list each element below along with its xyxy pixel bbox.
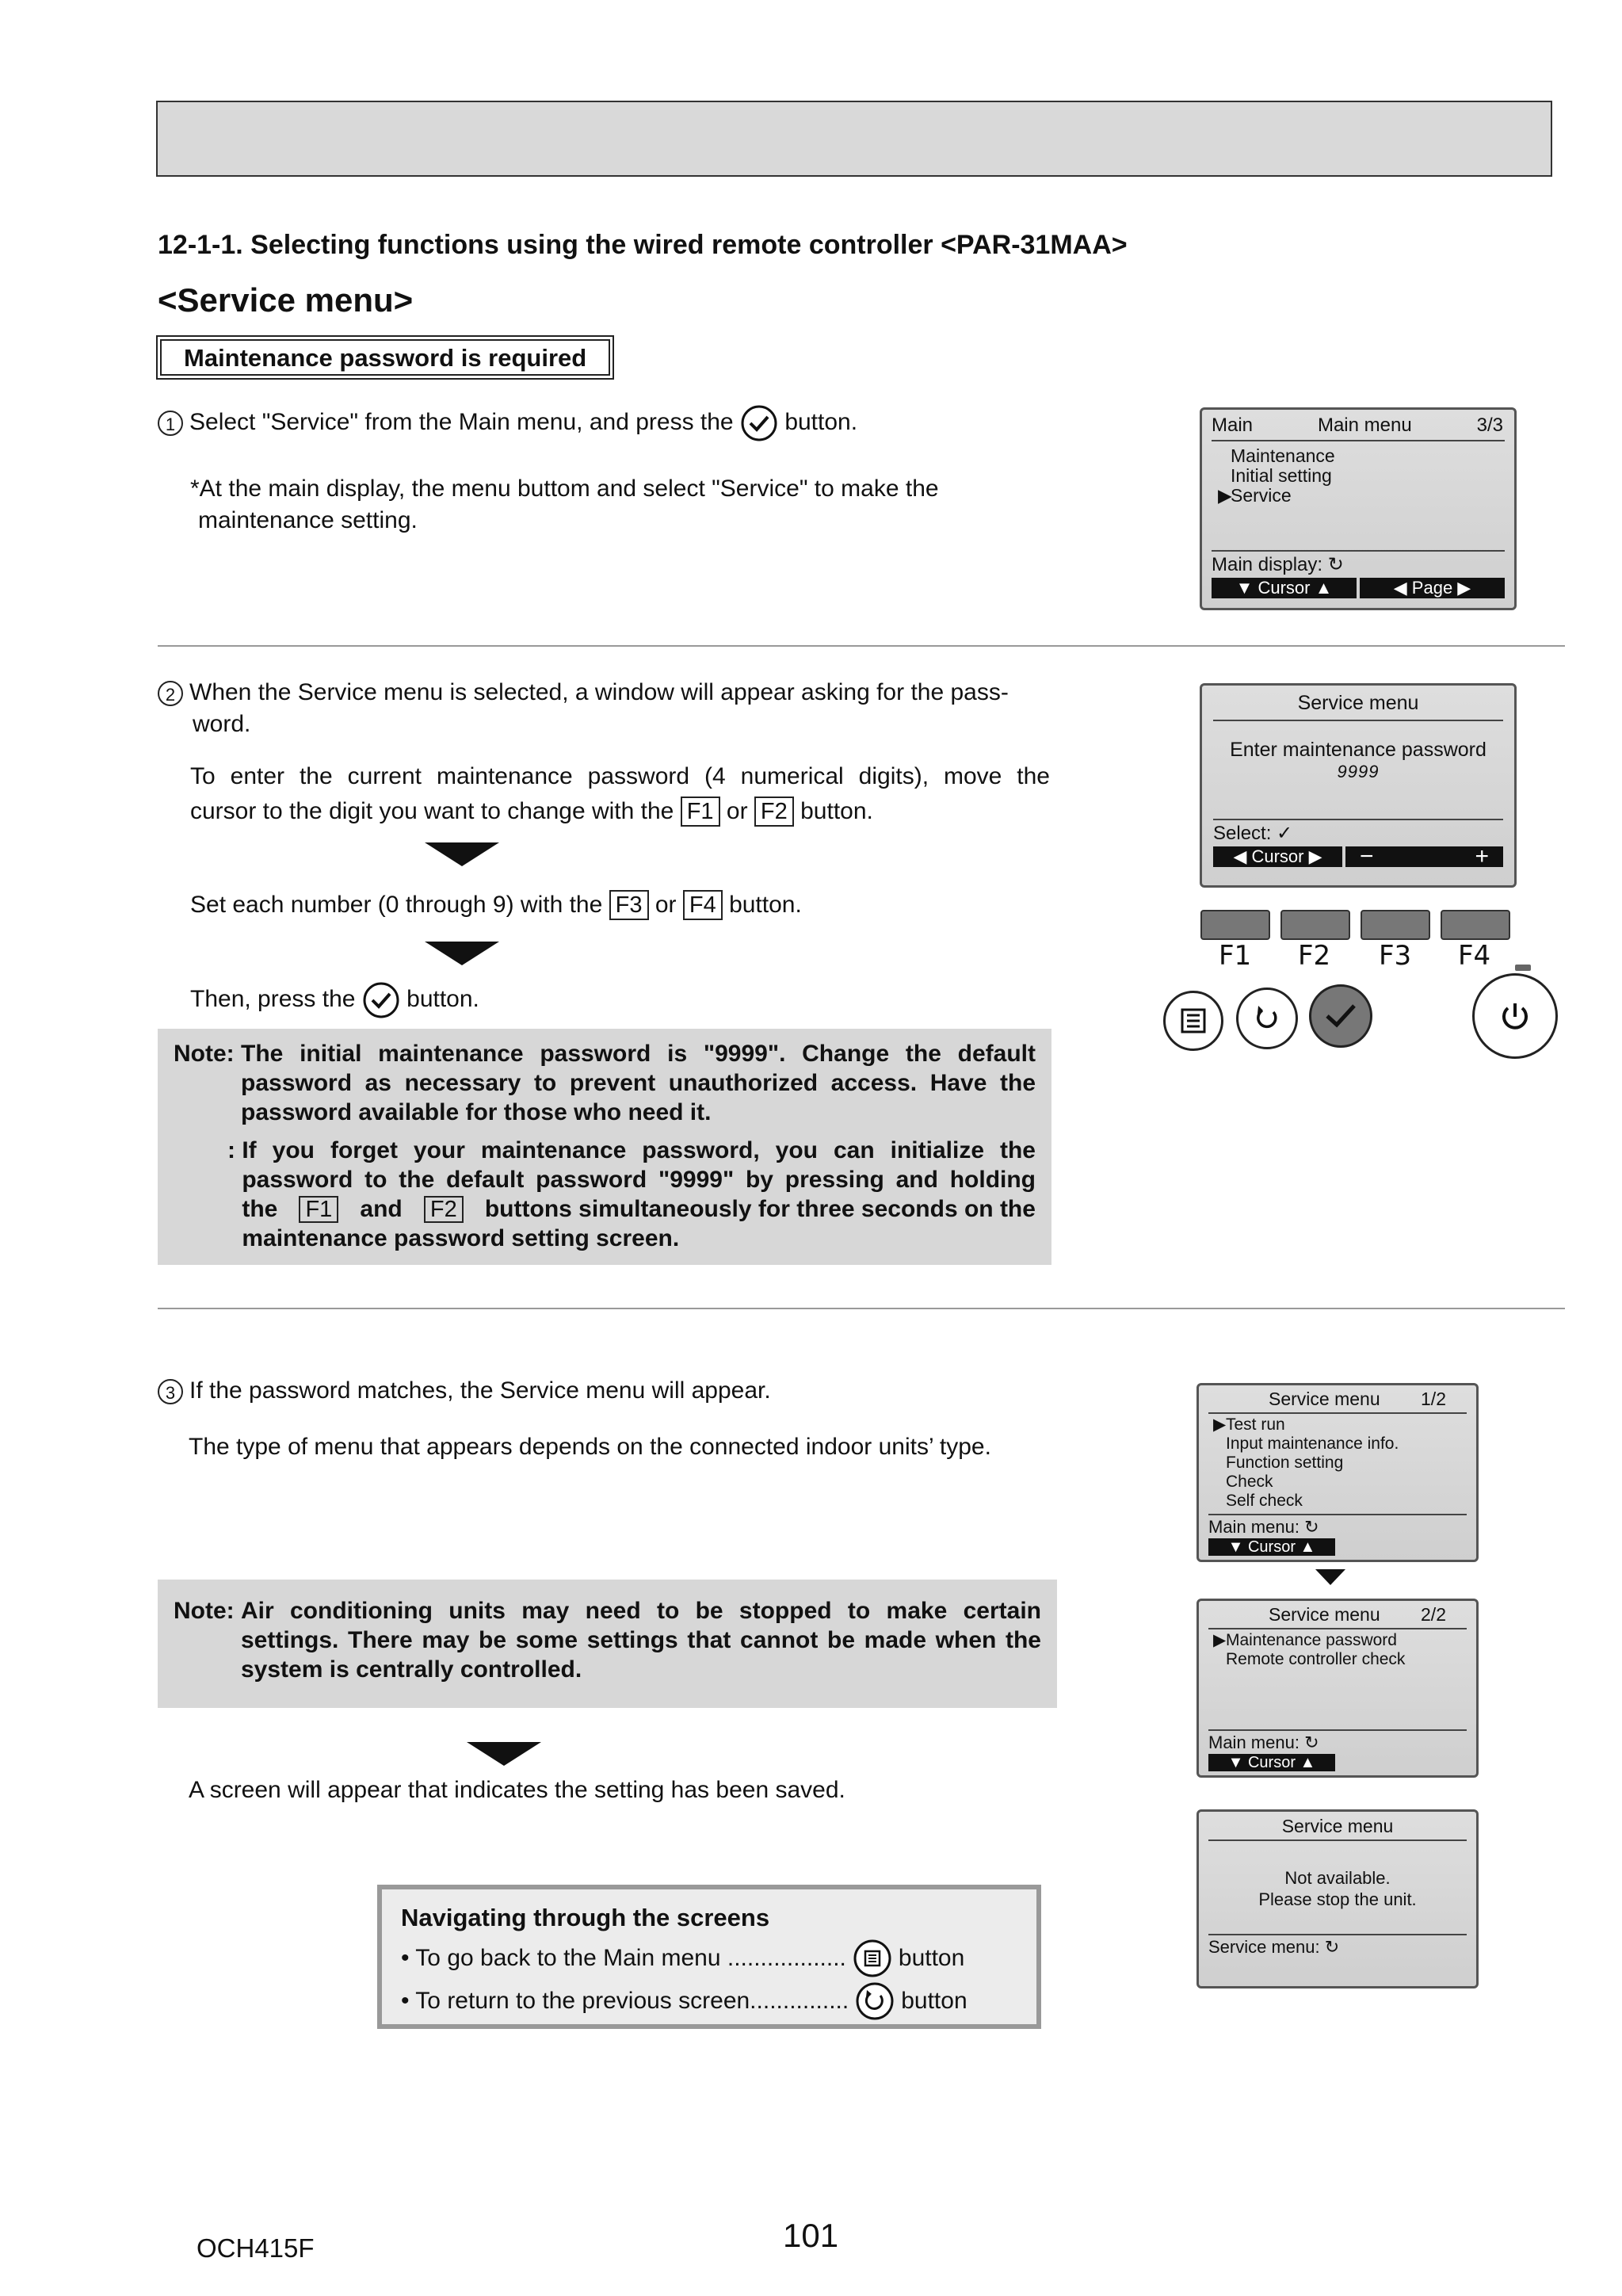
list-item: Input maintenance info. [1226,1435,1399,1453]
f1-label: F1 [1219,940,1252,972]
f3-label: F3 [1379,940,1412,972]
menu-list [1199,1415,1476,1511]
note-centrally-controlled: Note: Air conditioning units may need to be stopped to make certain settings. There may be some settings that cannot be made when the system is centrally controlled. [158,1580,1057,1708]
not-available-screen: Service menu Not available. Please stop the unit. Service menu: ↻ [1196,1809,1479,1988]
f1-key-label: F1 [681,797,720,827]
power-button[interactable] [1472,973,1558,1059]
return-icon [855,1981,895,2021]
flow-arrow-icon [467,1742,541,1766]
confirm-button[interactable] [1309,984,1372,1048]
selection-arrow-icon: ▶ [1218,485,1232,506]
return-icon: ↻ [1304,1517,1319,1537]
f3-button[interactable] [1361,910,1430,940]
selection-arrow-icon: ▶ [1213,1415,1227,1434]
password-screen: Service menu Enter maintenance password 9999 Select: ✓ ◀ Cursor ▶ − + [1200,683,1517,888]
list-item: Check [1226,1473,1273,1491]
step2-paragraph: To enter the current maintenance password (4 numerical digits), move the cursor to the digit you want to change with the F1 or F2 button. [190,761,1050,827]
return-icon: ↻ [1304,1733,1319,1752]
f4-label: F4 [1458,940,1491,972]
step2-instruction: 2 When the Service menu is selected, a window will appear asking for the pass- word. [158,677,1053,740]
power-icon [1496,997,1534,1035]
step3-description: The type of menu that appears depends on the connected indoor units’ type. [189,1434,991,1460]
menu-list [1202,446,1514,506]
f3-key-label: F3 [609,890,649,920]
page-title: <Service menu> [158,281,414,319]
list-item: ▶ Test run [1213,1415,1285,1434]
step1-note: *At the main display, the menu buttom and select "Service" to make the maintenance setting. [190,476,939,533]
step-number: 3 [158,1379,183,1404]
divider [158,1308,1565,1309]
f1-key-label: F1 [299,1196,338,1223]
list-item: Maintenance [1231,445,1335,466]
flow-arrow-icon [425,842,499,866]
main-menu-screen: Main Main menu 3/3 Maintenance Initial setting ▶ Service Main display: ↻ ▼ Cursor ▲ ◀ Page ▶ [1200,407,1517,610]
flow-arrow-icon [425,942,499,965]
menu-button[interactable] [1163,991,1223,1051]
return-icon [1251,1003,1283,1034]
list-item: Remote controller check [1226,1650,1406,1668]
list-item: ▶ Service [1218,485,1292,506]
return-icon: ↻ [1327,554,1344,575]
selection-arrow-icon: ▶ [1213,1631,1227,1649]
f4-button[interactable] [1441,910,1510,940]
step1-instruction: 1 Select "Service" from the Main menu, and press the button. [158,404,857,442]
check-icon: ✓ [1277,823,1293,844]
header-band [156,101,1552,177]
section-title: 12-1-1. Selecting functions using the wired remote controller <PAR-31MAA> [158,230,1128,260]
f2-key-label: F2 [754,797,794,827]
page-number: 101 [783,2217,839,2254]
menu-icon [1179,1007,1208,1035]
password-required-label: Maintenance password is required [156,335,614,380]
menu-icon [853,1939,892,1978]
list-item: Function setting [1226,1454,1344,1472]
service-menu-screen-1: Service menu 1/2 ▶ Test run Input maintenance info. Function setting Check Self check Main menu: ↻ ▼ Cursor ▲ [1196,1383,1479,1562]
f2-key-label: F2 [424,1196,464,1223]
flow-arrow-icon [1315,1569,1345,1585]
step-number: 1 [158,411,183,436]
return-icon: ↻ [1324,1937,1340,1957]
power-led [1515,965,1531,971]
service-menu-screen-2: Service menu 2/2 ▶ Maintenance password Remote controller check Main menu: ↻ ▼ Cursor ▲ [1196,1599,1479,1778]
check-icon [740,404,778,442]
step2-set-number: Set each number (0 through 9) with the F3 or F4 button. [190,889,802,921]
password-value: 9999 [1337,762,1380,781]
f4-key-label: F4 [683,890,723,920]
list-item: Initial setting [1231,465,1332,486]
step-number: 2 [158,681,183,706]
f2-label: F2 [1298,940,1331,972]
f2-button[interactable] [1280,910,1350,940]
saved-message: A screen will appear that indicates the setting has been saved. [189,1777,845,1803]
menu-list [1199,1631,1476,1669]
note-password: Note: The initial maintenance password is "9999". Change the default password as necessary to prevent unauthorized access. Have the password available for those who need it. : If you forget your maintenance password, you can initialize the password to the default password "9999" by pressing and holding the F1 and F2 buttons simultaneously for three seconds on the maintenance password setting screen. [158,1029,1051,1265]
step3-instruction: 3 If the password matches, the Service menu will appear. [158,1375,771,1407]
divider [158,645,1565,647]
check-icon [362,981,400,1019]
check-icon [1322,1000,1360,1032]
return-button[interactable] [1236,988,1298,1049]
list-item: ▶ Maintenance password [1213,1631,1397,1649]
f1-button[interactable] [1200,910,1270,940]
document-code: OCH415F [197,2233,315,2263]
step2-confirm: Then, press the button. [190,981,479,1019]
list-item: Self check [1226,1492,1303,1510]
navigation-help-box: Navigating through the screens • To go back to the Main menu .................. button • To return to the previous screen............... button [377,1885,1041,2029]
